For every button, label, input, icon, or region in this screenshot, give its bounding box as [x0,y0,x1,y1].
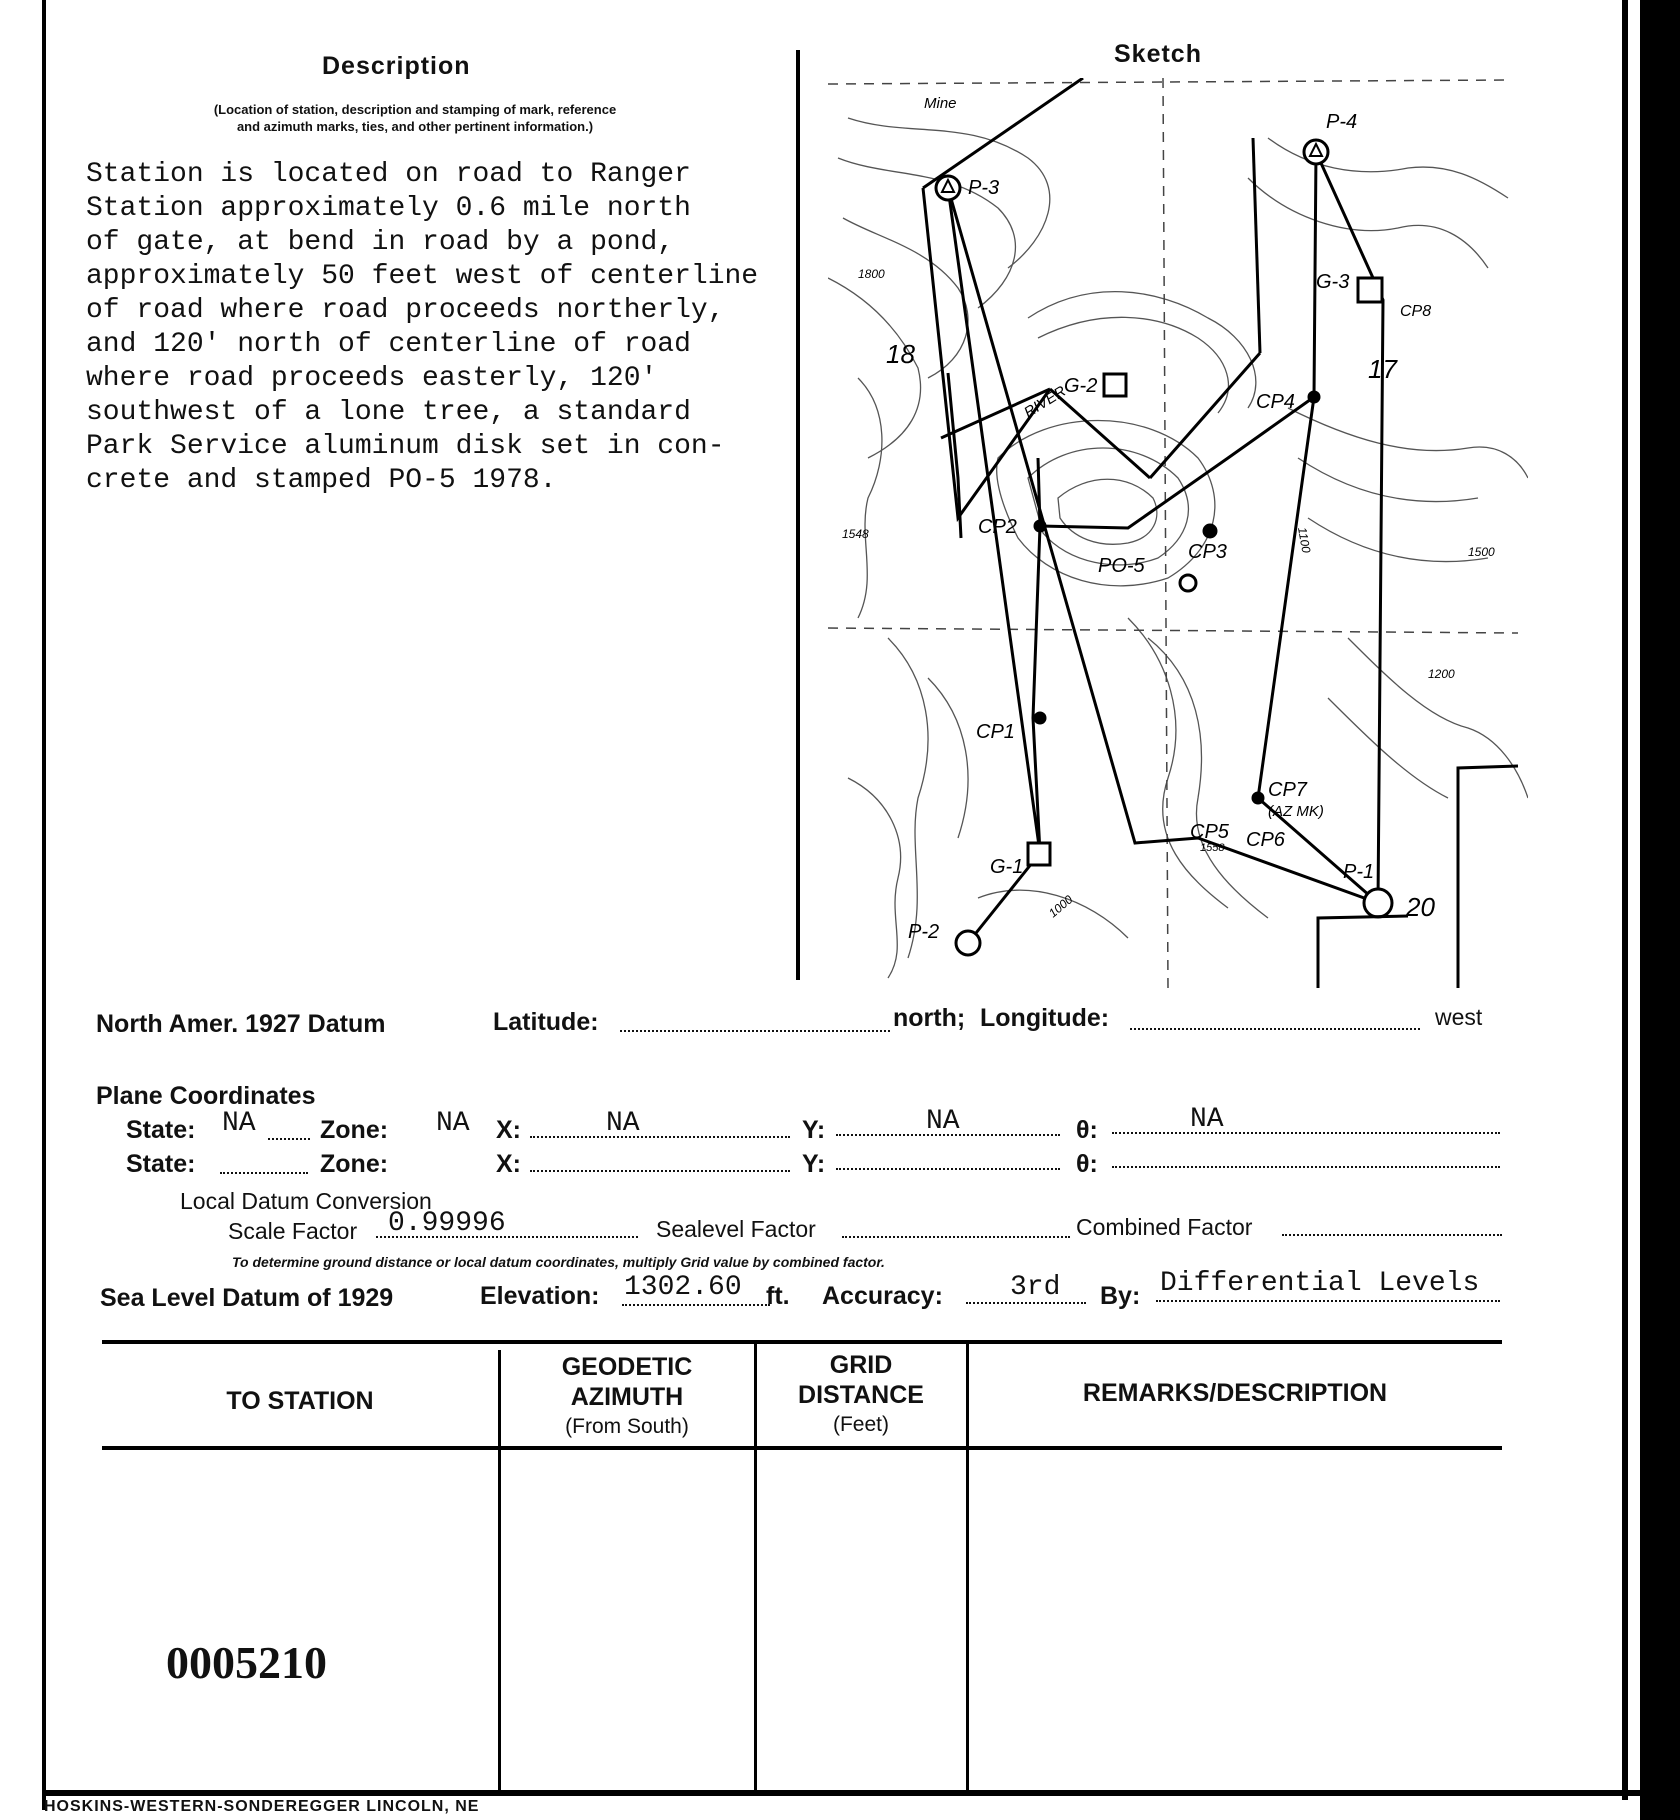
x-label: X: [496,1116,521,1144]
label-section-20: 20 [1406,892,1435,922]
scale-factor-line [376,1236,638,1238]
right-border [1640,0,1680,1820]
label-p3: P-3 [968,177,1000,199]
by-line [1156,1300,1500,1302]
bottom-border [42,1790,1642,1796]
north-label: north; [893,1004,966,1032]
longitude-label: Longitude: [980,1004,1110,1032]
description-line: Station is located on road to Ranger [86,159,691,190]
state-value[interactable]: NA [222,1108,256,1139]
label-cp3: CP3 [1188,541,1227,563]
label-cp5: CP5 [1190,821,1229,843]
label-cp1: CP1 [976,721,1015,743]
table-col-divider-3 [966,1344,969,1790]
col-grid-sub: (Feet) [832,1413,889,1436]
description-line: of gate, at bend in road by a pond, [86,227,675,258]
x-label-2: X: [496,1150,521,1178]
elevation-value[interactable]: 1302.60 [624,1272,742,1303]
by-value[interactable]: Differential Levels [1160,1268,1480,1299]
label-cp2: CP2 [978,516,1017,538]
theta-line [1112,1132,1500,1134]
contour-label-1800: 1800 [858,267,885,281]
contour-lines [828,118,1528,978]
col-grid-line2: DISTANCE [798,1381,924,1409]
label-azmk: (AZ MK) [1268,803,1324,820]
x-value[interactable]: NA [606,1108,640,1139]
survey-traverse [923,78,1260,538]
col-geodetic-azimuth [504,1352,750,1442]
col-grid-line1: GRID [829,1351,893,1379]
combined-factor-label: Combined Factor [1076,1214,1253,1240]
description-body [86,158,758,498]
description-subnote [90,101,740,135]
description-line: where road proceeds easterly, 120' [86,363,658,394]
theta-value[interactable]: NA [1190,1104,1224,1135]
y-label: Y: [802,1116,826,1144]
feet-label: ft. [766,1282,790,1310]
label-po5: PO-5 [1098,555,1145,577]
x-line [530,1136,790,1138]
label-section-17: 17 [1368,354,1397,384]
theta-label-2: θ: [1076,1150,1098,1178]
contour-label-1558: 1558 [1200,842,1225,854]
col-geodetic-line1: GEODETIC [561,1353,693,1381]
contour-label-1000: 1000 [1045,892,1076,921]
sea-level-datum-label: Sea Level Datum of 1929 [100,1284,394,1312]
longitude-field[interactable] [1130,1028,1420,1030]
theta-label: θ: [1076,1116,1098,1144]
state-line [268,1138,310,1140]
x-field-2[interactable] [530,1170,790,1172]
label-cp8: CP8 [1400,303,1432,320]
description-heading: Description [322,52,471,80]
state-label-2: State: [126,1150,196,1178]
label-g3: G-3 [1316,271,1350,293]
document-number: 0005210 [166,1637,327,1688]
sketch-map [828,78,1528,988]
description-line: approximately 50 feet west of centerline [86,261,759,292]
datum-label: North Amer. 1927 Datum [96,1010,386,1038]
y-value[interactable]: NA [926,1106,960,1137]
description-line: of road where road proceeds northerly, [86,295,725,326]
label-g1: G-1 [990,856,1024,878]
description-line: southwest of a lone tree, a standard [86,397,691,428]
label-cp4: CP4 [1256,391,1295,413]
accuracy-value[interactable]: 3rd [1010,1272,1061,1303]
table-header-rule [102,1446,1502,1450]
latitude-label: Latitude: [493,1008,599,1036]
contour-label-1500: 1500 [1468,545,1495,559]
sealevel-factor-label: Sealevel Factor [656,1216,816,1242]
description-line: crete and stamped PO-5 1978. [86,465,557,496]
label-p4: P-4 [1326,111,1358,133]
label-cp6: CP6 [1246,829,1285,851]
left-border [42,0,46,1810]
contour-label-1100: 1100 [1295,526,1314,554]
col-geodetic-sub: (From South) [565,1415,689,1438]
column-divider [796,50,800,980]
label-river: RIVER [1021,382,1069,422]
table-col-divider-2 [754,1344,757,1790]
col-to-station: TO STATION [226,1387,374,1415]
description-line: Station approximately 0.6 mile north [86,193,691,224]
printer-footer: HOSKINS-WESTERN-SONDEREGGER LINCOLN, NE [44,1798,480,1815]
sketch-labels [842,95,1495,943]
label-cp7: CP7 [1268,779,1307,801]
latitude-field[interactable] [620,1030,890,1032]
grid-lines [828,78,1518,988]
scale-factor-value[interactable]: 0.99996 [388,1208,506,1239]
conversion-note: To determine ground distance or local datum coordinates, multiply Grid value by combined factor. [232,1254,885,1270]
contour-label-1548: 1548 [842,527,869,541]
subnote-line-2: and azimuth marks, ties, and other pertinent information.) [236,119,594,134]
accuracy-line [966,1302,1086,1304]
label-p1: P-1 [1343,861,1375,883]
plane-coordinates-heading: Plane Coordinates [96,1082,316,1110]
theta-field-2[interactable] [1112,1166,1500,1168]
sketch-heading: Sketch [1114,40,1202,68]
y-field-2[interactable] [836,1168,1060,1170]
col-remarks: REMARKS/DESCRIPTION [1082,1379,1388,1407]
col-geodetic-line2: AZIMUTH [570,1383,684,1411]
table-top-rule [102,1340,1502,1344]
zone-value[interactable]: NA [436,1108,470,1139]
label-g2: G-2 [1064,375,1098,397]
col-grid-distance [758,1350,964,1440]
elevation-line [622,1304,770,1306]
label-p2: P-2 [908,921,940,943]
local-datum-heading: Local Datum Conversion [180,1188,432,1214]
table-col-divider-1 [498,1350,501,1790]
state-field-2[interactable] [220,1172,308,1174]
state-label: State: [126,1116,196,1144]
label-section-18: 18 [886,339,915,369]
combined-factor-field[interactable] [1282,1234,1502,1236]
description-line: Park Service aluminum disk set in con- [86,431,725,462]
elevation-label: Elevation: [480,1282,600,1310]
west-label: west [1435,1004,1483,1030]
label-mine: Mine [924,95,957,112]
subnote-line-1: (Location of station, description and stamping of mark, reference [213,102,617,117]
zone-label: Zone: [320,1116,389,1144]
contour-label-1200: 1200 [1428,667,1455,681]
accuracy-label: Accuracy: [822,1282,943,1310]
zone-label-2: Zone: [320,1150,389,1178]
y-line [836,1134,1060,1136]
y-label-2: Y: [802,1150,826,1178]
description-line: and 120' north of centerline of road [86,329,691,360]
scale-factor-label: Scale Factor [228,1218,358,1244]
right-border-inner [1622,0,1628,1800]
sealevel-factor-field[interactable] [842,1236,1070,1238]
by-label: By: [1100,1282,1141,1310]
